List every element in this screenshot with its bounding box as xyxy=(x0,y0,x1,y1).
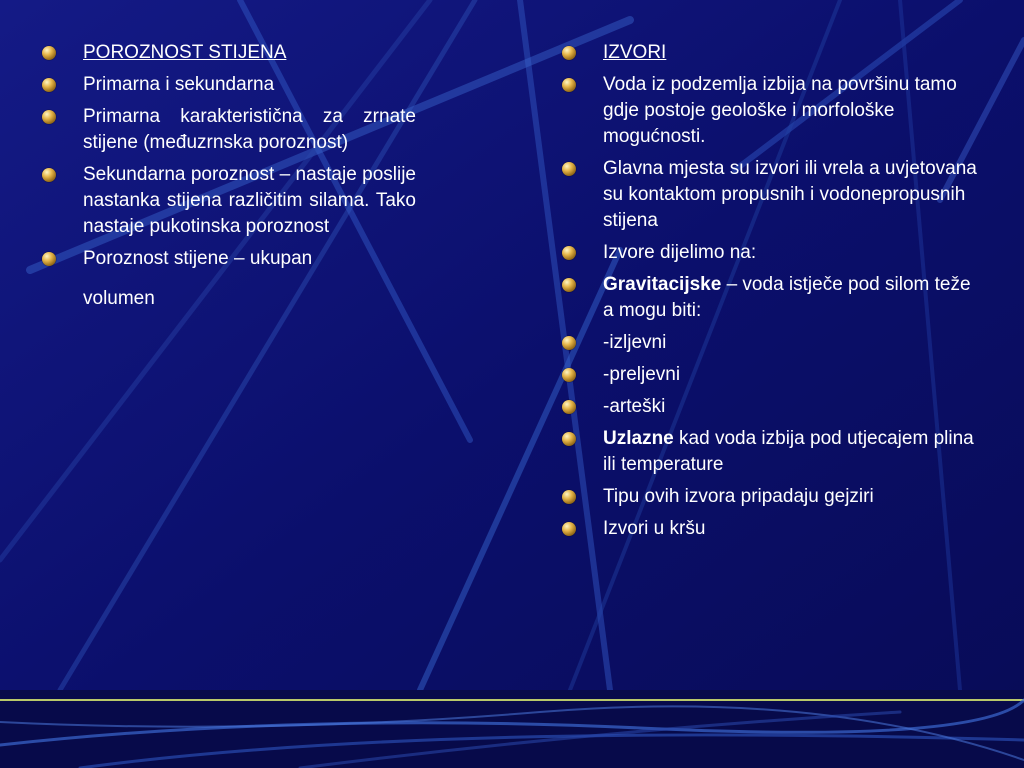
section-heading-poroznost: POROZNOST STIJENA xyxy=(83,42,287,63)
bullet-icon xyxy=(562,278,576,292)
list-item xyxy=(562,272,982,324)
bullet-icon xyxy=(562,46,576,60)
list-item xyxy=(42,104,416,156)
list-item xyxy=(42,72,416,98)
list-item-heading xyxy=(562,40,982,66)
item-text: Izvori u kršu xyxy=(603,518,706,539)
item-text: Primarna karakteristična za zrnate stijene (međuzrnska poroznost) xyxy=(83,106,416,153)
list-item xyxy=(562,394,982,420)
item-text: -arteški xyxy=(603,396,666,417)
item-text: – voda istječe pod silom teže a mogu biti: xyxy=(603,274,971,321)
left-column xyxy=(42,40,416,318)
bullet-icon xyxy=(562,368,576,382)
bold-term-uzlazne: Uzlazne xyxy=(603,428,674,449)
list-item xyxy=(562,516,982,542)
list-item xyxy=(42,246,416,312)
list-item xyxy=(562,484,982,510)
bullet-icon xyxy=(562,400,576,414)
section-heading-izvori: IZVORI xyxy=(603,42,667,63)
item-text: Voda iz podzemlja izbija na površinu tamo gdje postoje geološke i morfološke mogućnosti. xyxy=(603,74,957,147)
item-text: kad voda izbija pod utjecajem plina ili temperature xyxy=(603,428,974,475)
item-text: Izvore dijelimo na: xyxy=(603,242,757,263)
bullet-icon xyxy=(42,46,56,60)
list-item xyxy=(562,240,982,266)
item-text: -preljevni xyxy=(603,364,681,385)
right-column xyxy=(562,40,982,548)
list-item xyxy=(562,156,982,234)
bullet-icon xyxy=(562,78,576,92)
item-text: Poroznost stijene – ukupan xyxy=(83,248,313,269)
list-item xyxy=(562,72,982,150)
item-text: -izljevni xyxy=(603,332,667,353)
bullet-icon xyxy=(562,522,576,536)
bullet-icon xyxy=(42,78,56,92)
bullet-icon xyxy=(562,432,576,446)
list-item xyxy=(42,162,416,240)
list-item xyxy=(562,362,982,388)
item-text: Tipu ovih izvora pripadaju gejziri xyxy=(603,486,874,507)
list-item-heading xyxy=(42,40,416,66)
item-text: Glavna mjesta su izvori ili vrela a uvjetovana su kontaktom propusnih i vodonepropusnih stijena xyxy=(603,158,977,231)
bullet-icon xyxy=(42,168,56,182)
bold-term-gravitacijske: Gravitacijske xyxy=(603,274,722,295)
bullet-icon xyxy=(562,162,576,176)
bullet-icon xyxy=(562,336,576,350)
item-text: Primarna i sekundarna xyxy=(83,74,275,95)
item-text: Sekundarna poroznost – nastaje poslije nastanka stijena različitim silama. Tako nastaje pukotinska poroznost xyxy=(83,164,416,237)
bullet-icon xyxy=(42,110,56,124)
bullet-icon xyxy=(562,490,576,504)
item-text-continuation: volumen xyxy=(83,288,155,309)
list-item xyxy=(562,330,982,356)
bullet-icon xyxy=(42,252,56,266)
bullet-icon xyxy=(562,246,576,260)
list-item xyxy=(562,426,982,478)
